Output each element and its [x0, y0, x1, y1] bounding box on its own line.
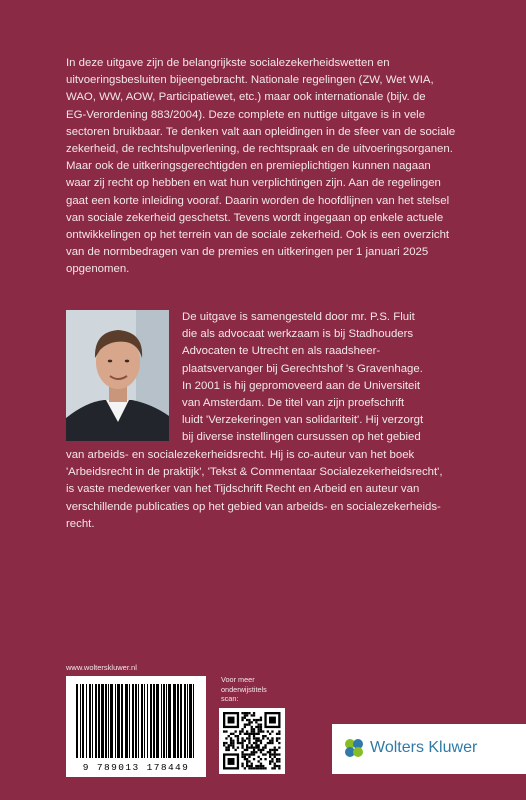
intro-line: sectoren bruikbaar. Te denken valt aan opleidingen in de sfeer van de sociale [66, 125, 456, 138]
intro-line: Maar ook de uitkeringsgerechtigden en premieplichtigen kunnen nagaan [66, 160, 431, 173]
intro-paragraph [66, 55, 466, 279]
bio-line: van arbeids- en socialezekerheidsrecht. Hij is co-auteur van het boek [66, 449, 415, 461]
bio-line: recht. [66, 517, 95, 530]
bio-line: In 2001 is hij gepromoveerd aan de Universiteit [182, 379, 421, 392]
barcode-bars [72, 682, 200, 760]
intro-line: EG-Verordening 883/2004). Deze complete en nuttige uitgave is in vele [66, 108, 426, 121]
qr-label-line: Voor meer [221, 675, 255, 684]
intro-line: van de normbedragen van de premies en uitkeringen per 1 januari 2025 [66, 246, 429, 259]
bio-line: luidt 'Verzekeringen van solidariteit'. Hij verzorgt [182, 414, 424, 427]
bio-paragraph-top [182, 309, 423, 447]
wolters-kluwer-logo-icon [342, 736, 366, 760]
intro-line: zekerheid, de rechtshulpverlening, de rechtspraak en de uitvoeringsorganen. [66, 143, 453, 156]
qr-label [221, 675, 267, 704]
website-url[interactable]: www.wolterskluwer.nl [66, 663, 137, 672]
publisher-logo-bar [332, 724, 526, 774]
bio-line: 'Arbeidsrecht in de praktijk', 'Tekst & Commentaar Socialezekerheidsrecht', [66, 466, 443, 479]
publisher-name: Wolters Kluwer [370, 739, 478, 756]
bio-line: plaatsvervanger bij Gerechtshof 's Gravenhage. [182, 362, 423, 375]
qr-label-line: scan: [221, 694, 239, 703]
bio-line: bij diverse instellingen cursussen op het gebied [182, 431, 421, 444]
intro-line: waar zij recht op hebben en wat hun verplichtingen zijn. Aan de regelingen [66, 177, 441, 190]
intro-line: ontwikkelingen op het terrein van de sociale zekerheid. Ook is een overzicht [66, 229, 450, 242]
isbn-number: 9 789013 178449 [82, 762, 190, 773]
bio-line: De uitgave is samengesteld door mr. P.S. Fluit [182, 311, 415, 323]
author-photo [66, 310, 169, 441]
qr-label-line: onderwijstitels [221, 684, 267, 694]
intro-line: uitvoeringsbesluiten bijeengebracht. Nationale regelingen (ZW, Wet WIA, [66, 74, 434, 87]
intro-line: opgenomen. [66, 263, 130, 276]
bio-paragraph-bottom [66, 447, 443, 533]
intro-line: In deze uitgave zijn de belangrijkste socialezekerheidswetten en [66, 57, 390, 69]
bio-line: is vaste medewerker van het Tijdschrift Recht en Arbeid en auteur van [66, 483, 420, 496]
qr-code-icon [219, 708, 285, 774]
bio-line: Advocaten te Utrecht en als raadsheer- [182, 345, 381, 358]
isbn-barcode [66, 676, 206, 777]
bio-line: verschillende publicaties op het gebied van arbeids- en socialezekerheids- [66, 500, 441, 513]
intro-line: gaat een korte inleiding vooraf. Daarin worden de hoofdlijnen van het stelsel [66, 194, 450, 207]
intro-line: WAO, WW, AOW, Participatiewet, etc.) maar ook internationale (bijv. de [66, 91, 426, 104]
qr-code[interactable] [219, 708, 285, 774]
bio-line: die als advocaat werkzaam is bij Stadhouders [182, 328, 414, 341]
bio-line: van Amsterdam. De titel van zijn proefschrift [182, 397, 405, 410]
intro-line: van sociale zekerheid geschetst. Tevens wordt ingegaan op enkele actuele [66, 211, 444, 224]
